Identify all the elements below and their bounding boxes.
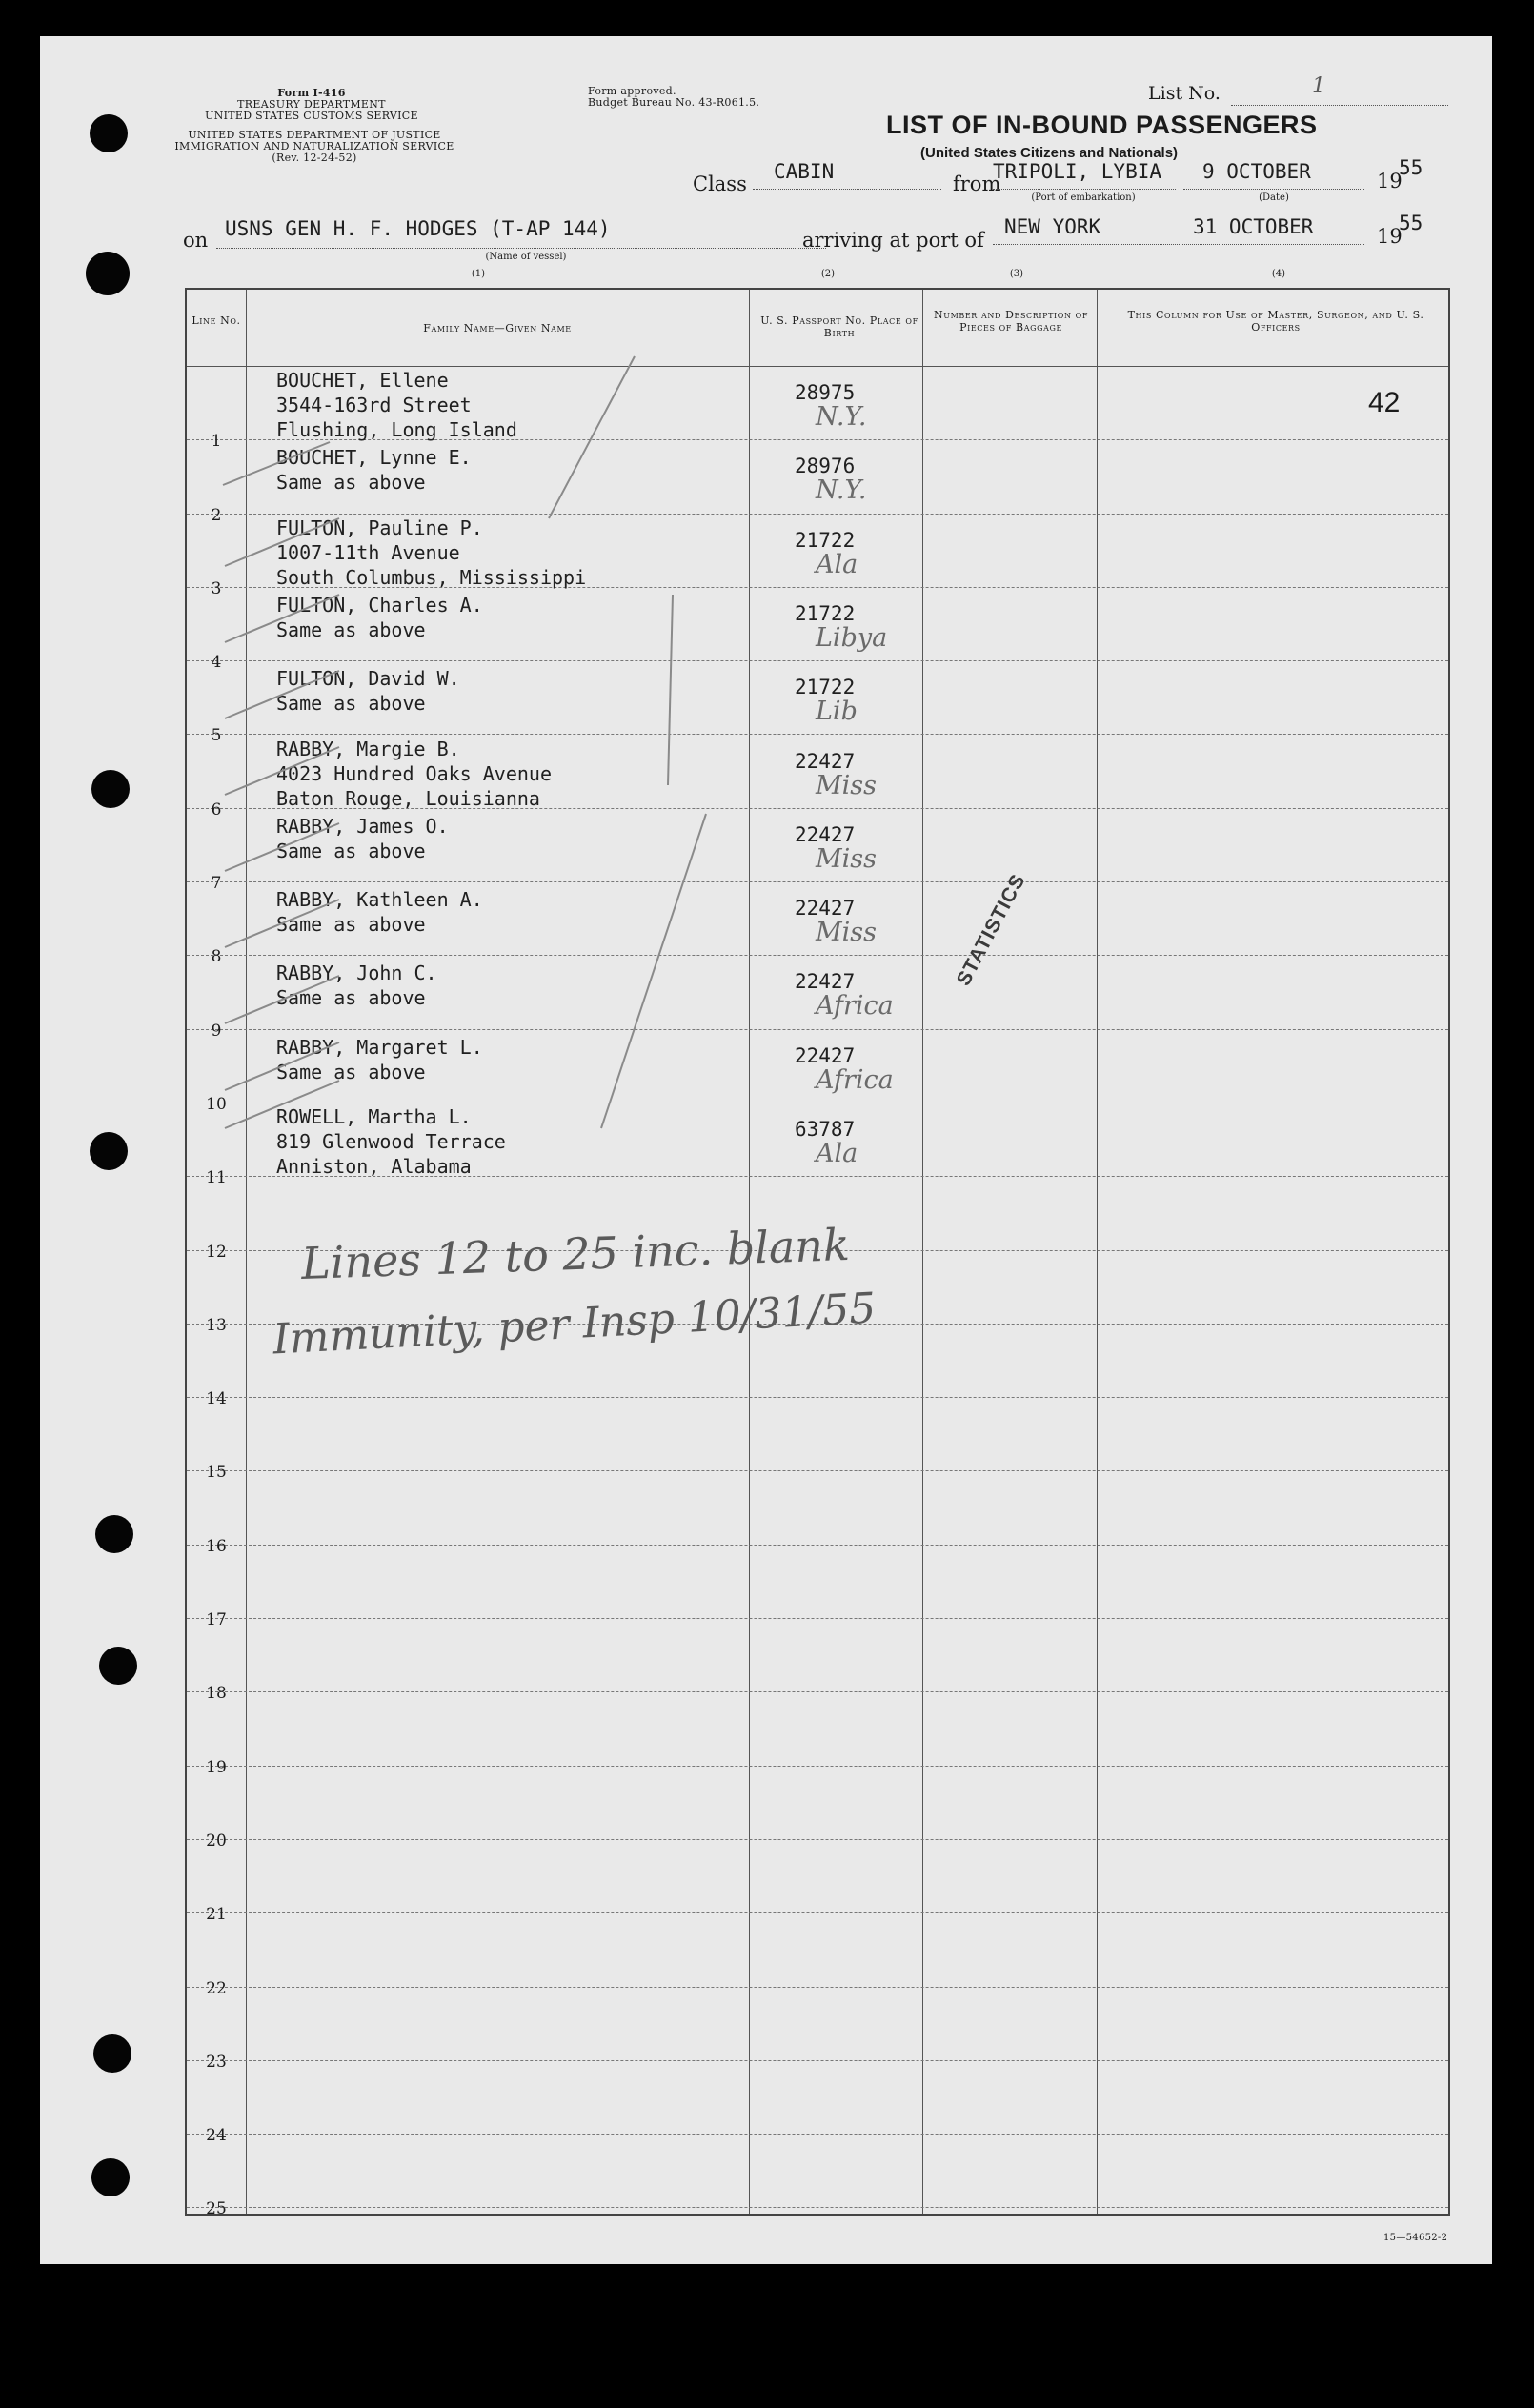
passport-number: 22427 <box>795 1043 856 1067</box>
place-of-birth: Miss <box>816 843 877 874</box>
punch-hole <box>95 1515 133 1553</box>
line-number: 18 <box>206 1684 227 1704</box>
table-row <box>187 1987 1448 2072</box>
table-row <box>187 1691 1448 1777</box>
passenger-text-line: Same as above <box>276 692 426 716</box>
passport-number: 63787 <box>795 1118 856 1141</box>
punch-hole <box>99 1647 137 1685</box>
passenger-table <box>185 288 1450 2219</box>
line-number: 10 <box>206 1094 227 1114</box>
vessel-caption: (Name of vessel) <box>485 252 567 262</box>
passport-number: 22427 <box>795 749 856 773</box>
place-of-birth: N.Y. <box>816 402 867 432</box>
line-number: 16 <box>206 1536 227 1556</box>
class-value: CABIN <box>774 160 835 183</box>
table-row <box>187 1545 1448 1630</box>
passenger-text-line: Baton Rouge, Louisianna <box>276 786 540 810</box>
arrival-year: 55 <box>1399 212 1423 234</box>
departure-date: 9 OCTOBER <box>1202 160 1311 183</box>
document-subtitle: (United States Citizens and Nationals) <box>920 145 1179 161</box>
passenger-text-line: FULTON, Charles A. <box>276 593 483 617</box>
passenger-text-line: South Columbus, Mississippi <box>276 565 587 589</box>
passport-number: 22427 <box>795 822 856 846</box>
header-baggage: Number and Description of Pieces of Baggage <box>934 309 1088 334</box>
passenger-text-line: RABBY, James O. <box>276 814 449 838</box>
table-row <box>187 1397 1448 1483</box>
line-number: 19 <box>206 1757 227 1777</box>
passenger-text-line: 3544-163rd Street <box>276 394 472 416</box>
punch-hole <box>86 252 130 295</box>
print-code: 15—54652-2 <box>1383 2233 1448 2243</box>
passenger-text-line: Same as above <box>276 839 426 862</box>
passenger-text-line: 4023 Hundred Oaks Avenue <box>276 761 552 785</box>
passenger-text-line: Same as above <box>276 617 426 641</box>
departure-year: 55 <box>1399 156 1423 179</box>
place-of-birth: Libya <box>816 622 888 653</box>
col-num-2: (2) <box>820 269 836 279</box>
departure-date-line <box>1183 189 1364 190</box>
dept-treasury: TREASURY DEPARTMENT <box>237 98 386 111</box>
passenger-text-line: RABBY, Margie B. <box>276 737 460 760</box>
check-mark <box>225 1081 339 1128</box>
table-row <box>187 1912 1448 1998</box>
line-number: 14 <box>206 1389 227 1409</box>
line-number: 8 <box>211 947 222 967</box>
passenger-text-line: Same as above <box>276 1060 426 1083</box>
place-of-birth: Miss <box>816 770 877 800</box>
line-number: 7 <box>211 874 222 894</box>
passenger-text-line: BOUCHET, Lynne E. <box>276 446 472 470</box>
table-row <box>187 1471 1448 1556</box>
line-number: 11 <box>206 1168 227 1188</box>
punch-hole <box>90 1132 128 1170</box>
check-mark <box>223 442 330 485</box>
place-of-birth: Lib <box>816 697 858 727</box>
line-number: 12 <box>206 1242 227 1262</box>
check-mark <box>225 671 339 718</box>
table-row <box>187 1618 1448 1704</box>
punch-hole <box>90 114 128 152</box>
table-row <box>187 2060 1448 2146</box>
class-label: Class <box>693 172 747 195</box>
header-officers: This Column for Use of Master, Surgeon, and U. S. Officers <box>1127 309 1424 334</box>
place-of-birth: Ala <box>816 1139 858 1168</box>
punch-hole <box>91 770 130 808</box>
form-number: Form I-416 <box>277 87 346 99</box>
form-id-block <box>192 88 431 122</box>
list-no-value: 1 <box>1312 74 1325 98</box>
check-mark <box>225 900 339 947</box>
dept-justice: UNITED STATES DEPARTMENT OF JUSTICE <box>188 129 441 141</box>
line-number: 2 <box>211 505 222 525</box>
place-of-birth: Africa <box>816 991 894 1022</box>
class-line <box>753 189 941 190</box>
line-number: 20 <box>206 1831 227 1851</box>
passenger-text-line: Flushing, Long Island <box>276 418 517 441</box>
punch-hole <box>91 2158 130 2196</box>
bracket-stroke <box>601 814 706 1128</box>
form-approved: Form approved. <box>588 85 676 97</box>
passenger-text-line: RABBY, Margaret L. <box>276 1035 483 1059</box>
check-mark <box>225 747 339 795</box>
bracket-stroke <box>668 595 673 785</box>
line-number: 4 <box>211 653 222 673</box>
passenger-text-line: ROWELL, Martha L. <box>276 1105 472 1128</box>
line-number: 1 <box>211 432 222 452</box>
passport-number: 21722 <box>795 601 856 625</box>
manifest-page <box>40 36 1492 2264</box>
line-number: 25 <box>206 2199 227 2219</box>
embarkation-caption: (Port of embarkation) <box>1031 192 1136 203</box>
line-number: 3 <box>211 578 222 598</box>
passport-number: 28976 <box>795 455 856 478</box>
passenger-text-line: 819 Glenwood Terrace <box>276 1130 506 1153</box>
passenger-text-line: Same as above <box>276 986 426 1010</box>
line-number: 17 <box>206 1610 227 1630</box>
from-line <box>993 189 1176 190</box>
place-of-birth: Ala <box>816 549 858 579</box>
line-number: 13 <box>206 1315 227 1335</box>
passport-number: 22427 <box>795 970 856 994</box>
handwritten-note-immunity: Immunity, per Insp 10/31/55 <box>272 1284 878 1365</box>
passport-number: 21722 <box>795 676 856 699</box>
line-number: 6 <box>211 799 222 820</box>
arrival-date: 31 OCTOBER <box>1193 215 1314 238</box>
check-mark <box>225 595 339 642</box>
line-number: 21 <box>206 1905 227 1925</box>
line-number: 5 <box>211 726 222 746</box>
header-line-no: Line No. <box>192 314 241 327</box>
passenger-text-line: FULTON, Pauline P. <box>276 516 483 539</box>
dept-customs: UNITED STATES CUSTOMS SERVICE <box>205 110 418 122</box>
list-no-label: List No. <box>1148 83 1221 104</box>
header-name: Family Name—Given Name <box>423 322 572 334</box>
dept-justice-block <box>162 130 467 164</box>
place-of-birth: Africa <box>816 1064 894 1095</box>
line-number: 24 <box>206 2126 227 2146</box>
departure-year-prefix: 19 <box>1377 170 1403 192</box>
budget-approval <box>588 86 759 109</box>
dept-ins: IMMIGRATION AND NATURALIZATION SERVICE <box>174 140 454 152</box>
place-of-birth: Miss <box>816 918 877 948</box>
passenger-text-line: Same as above <box>276 471 426 495</box>
officer-notation: 42 <box>1368 387 1401 418</box>
budget-bureau-no: Budget Bureau No. 43-R061.5. <box>588 96 760 109</box>
arrival-line <box>993 244 1364 245</box>
arrival-port: NEW YORK <box>1004 215 1101 238</box>
from-label: from <box>953 172 1001 195</box>
check-mark <box>225 1042 339 1090</box>
punch-hole <box>93 2034 131 2073</box>
header-passport: U. S. Passport No. Place of Birth <box>760 314 918 339</box>
line-number: 9 <box>211 1021 222 1041</box>
passenger-text-line: Anniston, Alabama <box>276 1155 472 1178</box>
form-revision: (Rev. 12-24-52) <box>272 152 357 164</box>
table-row <box>187 1766 1448 1851</box>
check-mark <box>225 976 339 1023</box>
pencil-marks <box>187 290 1448 1261</box>
col-num-1: (1) <box>471 269 486 279</box>
col-num-4: (4) <box>1271 269 1286 279</box>
bracket-stroke <box>549 356 635 518</box>
line-number: 22 <box>206 1978 227 1998</box>
arriving-label: arriving at port of <box>802 229 984 252</box>
arrival-year-prefix: 19 <box>1377 225 1403 248</box>
statistics-stamp: STATISTICS <box>952 870 1030 990</box>
passport-number: 21722 <box>795 528 856 552</box>
check-mark <box>225 518 339 566</box>
passenger-text-line: RABBY, John C. <box>276 961 437 985</box>
table-row <box>187 1839 1448 1925</box>
passenger-text-line: 1007-11th Avenue <box>276 540 460 564</box>
vessel-name: USNS GEN H. F. HODGES (T-AP 144) <box>225 217 611 240</box>
document-title: LIST OF IN-BOUND PASSENGERS <box>886 111 1318 139</box>
place-of-birth: N.Y. <box>816 476 867 506</box>
vessel-line <box>216 248 826 249</box>
on-label: on <box>183 229 209 252</box>
list-no-line <box>1231 105 1448 106</box>
check-mark <box>225 823 339 871</box>
from-value: TRIPOLI, LYBIA <box>993 160 1162 183</box>
passport-number: 22427 <box>795 897 856 921</box>
passenger-text-line: RABBY, Kathleen A. <box>276 888 483 912</box>
passenger-text-line: FULTON, David W. <box>276 667 460 691</box>
col-num-3: (3) <box>1009 269 1024 279</box>
passport-number: 28975 <box>795 381 856 404</box>
line-number: 15 <box>206 1463 227 1483</box>
line-number: 23 <box>206 2052 227 2072</box>
passenger-text-line: Same as above <box>276 913 426 937</box>
date-caption: (Date) <box>1259 192 1289 203</box>
passenger-text-line: BOUCHET, Ellene <box>276 369 449 392</box>
handwritten-note-lines-blank: Lines 12 to 25 inc. blank <box>300 1218 851 1290</box>
table-row <box>187 2134 1448 2219</box>
